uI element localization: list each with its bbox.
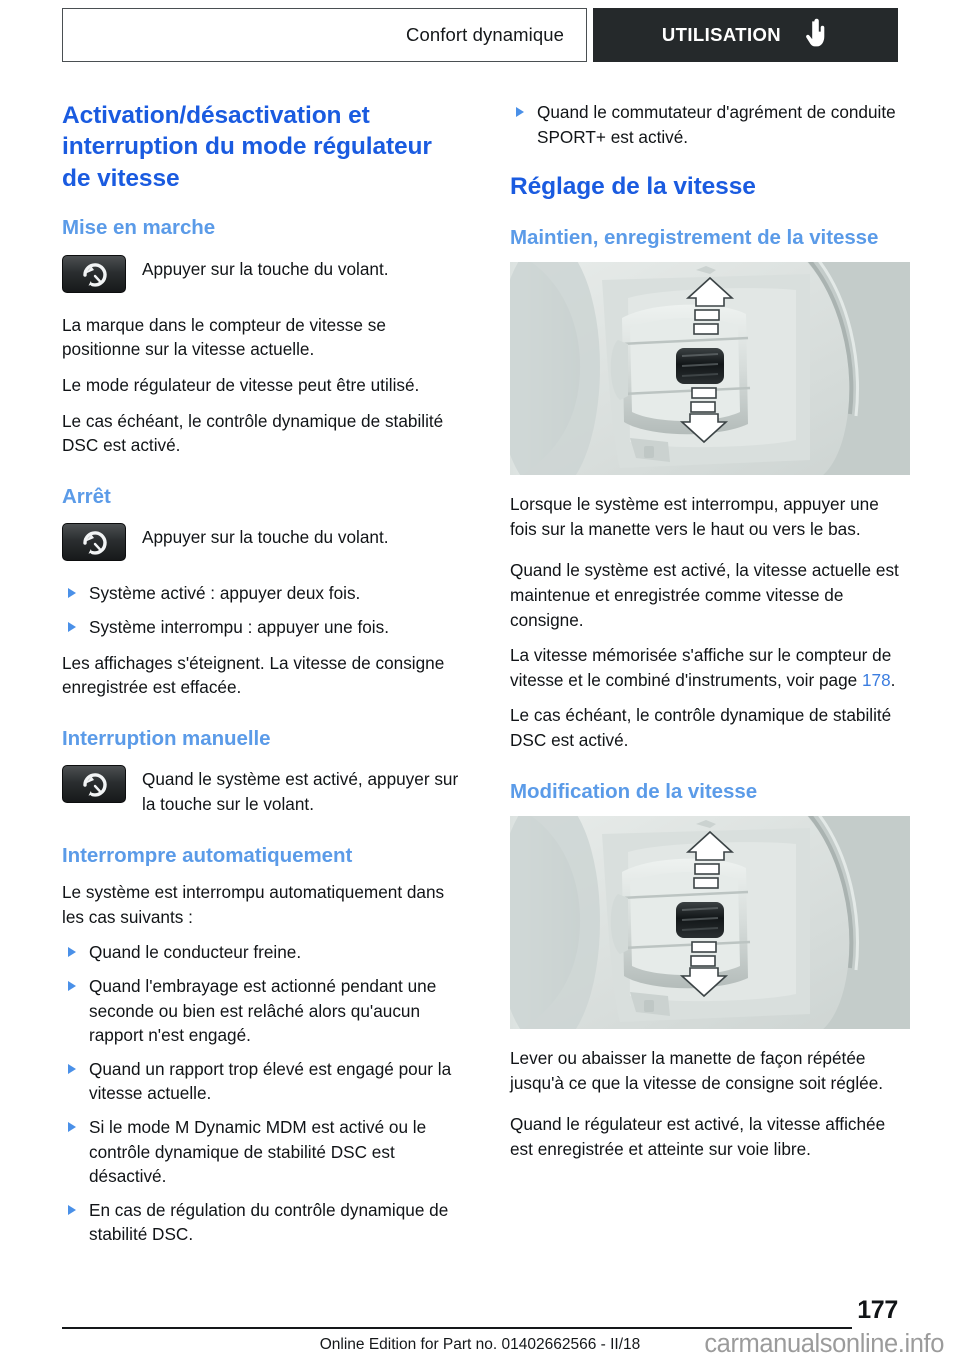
cruise-control-button-icon	[62, 523, 126, 561]
heading-modification-vitesse: Modification de la vitesse	[510, 779, 758, 803]
list-item	[62, 974, 462, 1048]
triangle-bullet-icon	[68, 1205, 76, 1215]
section-tab-utilisation[interactable]	[593, 8, 898, 62]
list-item	[62, 1057, 462, 1106]
paragraph: Quand le système est activé, la vitesse actuelle est maintenue et enregistrée comme vitesse de consigne.	[510, 560, 899, 630]
bullet-list-interrompre	[62, 940, 462, 1247]
heading-arret: Arrêt	[62, 484, 111, 508]
instruction-text: Quand le système est activé, appuyer sur la touche sur le volant.	[142, 769, 459, 814]
list-item	[62, 615, 462, 640]
list-item	[62, 940, 462, 965]
list-item	[62, 1115, 462, 1189]
triangle-bullet-icon	[68, 622, 76, 632]
triangle-bullet-icon	[68, 1064, 76, 1074]
triangle-bullet-icon	[68, 588, 76, 598]
list-item	[62, 581, 462, 606]
breadcrumb-label: Confort dynamique	[405, 24, 564, 45]
bullet-list-arret	[62, 581, 462, 639]
breadcrumb	[62, 8, 587, 62]
cruise-button-instruction-row	[62, 521, 462, 561]
heading-mise-en-marche: Mise en marche	[62, 216, 216, 240]
page-number: 177	[857, 1296, 898, 1324]
bullet-list-continued	[510, 100, 910, 149]
left-column	[62, 100, 462, 1258]
list-item-text: Système interrompu : appuyer une fois.	[89, 616, 389, 637]
cruise-control-button-icon	[62, 765, 126, 803]
instruction-text: Appuyer sur la touche du volant.	[142, 527, 389, 548]
cruise-control-button-icon	[62, 255, 126, 293]
right-column	[510, 100, 910, 1173]
list-item-text: En cas de régulation du contrôle dynamique de stabilité DSC.	[89, 1199, 449, 1245]
heading-interrompre-automatiquement: Interrompre automatiquement	[62, 843, 353, 867]
paragraph: Les affichages s'éteignent. La vitesse de consigne enregistrée est effacée.	[62, 652, 445, 698]
section-tab-label: UTILISATION	[661, 24, 782, 45]
heading-interruption-manuelle: Interruption manuelle	[62, 726, 271, 750]
section-title-reglage-vitesse: Réglage de la vitesse	[510, 173, 756, 201]
cruise-button-instruction-row	[62, 763, 462, 816]
triangle-bullet-icon	[516, 107, 524, 117]
list-item	[510, 100, 910, 149]
footer-divider	[62, 1327, 852, 1329]
figure-stalk-maintien	[510, 262, 910, 475]
paragraph: Quand le régulateur est activé, la vitesse affichée est enregistrée et atteinte sur voie libre.	[510, 1114, 886, 1159]
list-item	[62, 1198, 462, 1247]
triangle-bullet-icon	[68, 1122, 76, 1132]
instruction-text: Appuyer sur la touche du volant.	[142, 258, 389, 279]
paragraph-text: La vitesse mémorisée s'affiche sur le compteur de vitesse et le combiné d'instruments, voir page	[510, 645, 892, 690]
watermark: carmanualsonline.info	[704, 1330, 944, 1358]
paragraph: Lever ou abaisser la manette de façon répétée jusqu'à ce que la vitesse de consigne soit réglée.	[510, 1048, 884, 1093]
cruise-button-instruction-row	[62, 253, 462, 293]
list-item-text: Système activé : appuyer deux fois.	[89, 583, 361, 604]
page-reference-link[interactable]: 178	[861, 669, 891, 690]
page-title: Activation/désactivation et interruption du mode régulateur de vitesse	[62, 102, 432, 192]
heading-maintien-enregistrement: Maintien, enregistrement de la vitesse	[510, 225, 879, 249]
figure-stalk-modification	[510, 816, 910, 1029]
list-item-text: Quand un rapport trop élevé est engagé pour la vitesse actuelle.	[89, 1058, 452, 1104]
list-item-text: Quand le conducteur freine.	[89, 942, 302, 963]
list-item-text: Si le mode M Dynamic MDM est activé ou le contrôle dynamique de stabilité DSC est désactivé.	[89, 1116, 427, 1187]
paragraph: Le système est interrompu automatiquement dans les cas suivants :	[62, 882, 445, 927]
pointing-hand-icon	[803, 18, 829, 53]
page-header	[62, 8, 898, 62]
list-item-text: Quand l'embrayage est actionné pendant une seconde ou bien est relâché alors qu'aucun rapport n'est engagé.	[89, 975, 437, 1046]
footer-edition-note: Online Edition for Part no. 01402662566 - II/18	[319, 1336, 641, 1353]
paragraph: Le mode régulateur de vitesse peut être utilisé.	[62, 374, 420, 395]
triangle-bullet-icon	[68, 947, 76, 957]
paragraph: Le cas échéant, le contrôle dynamique de stabilité DSC est activé.	[510, 705, 892, 750]
paragraph-with-page-reference: La vitesse mémorisée s'affiche sur le compteur de vitesse et le combiné d'instruments, voir page 178.	[510, 645, 896, 690]
list-item-text: Quand le commutateur d'agrément de conduite SPORT+ est activé.	[537, 102, 896, 147]
paragraph: La marque dans le compteur de vitesse se positionne sur la vitesse actuelle.	[62, 314, 386, 360]
paragraph: Lorsque le système est interrompu, appuyer une fois sur la manette vers le haut ou vers le bas.	[510, 494, 879, 539]
triangle-bullet-icon	[68, 981, 76, 991]
paragraph: Le cas échéant, le contrôle dynamique de stabilité DSC est activé.	[62, 410, 444, 456]
